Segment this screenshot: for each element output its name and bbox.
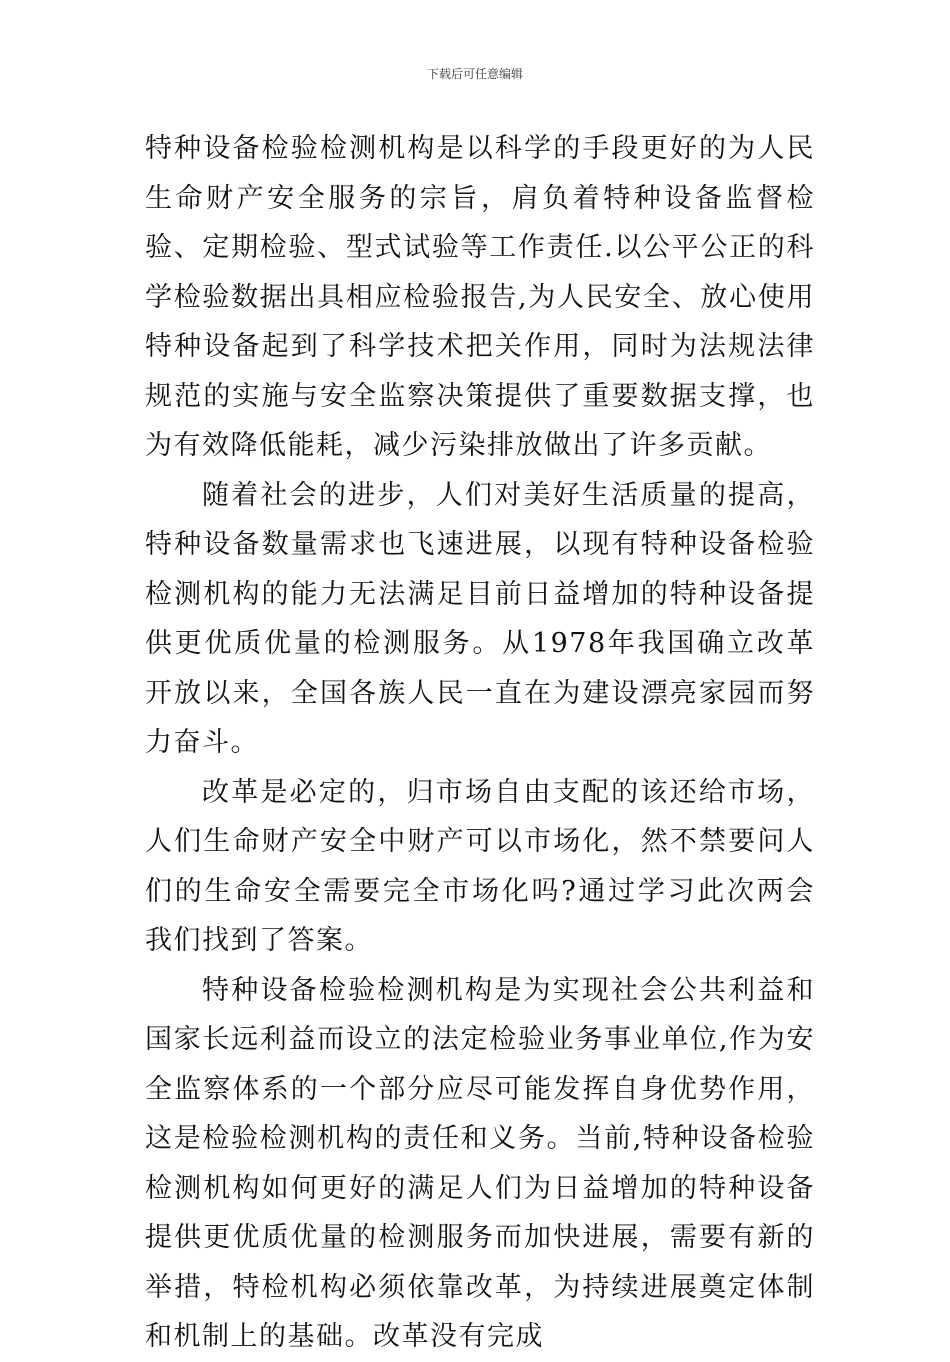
document-body: [145, 124, 815, 1362]
paragraph-3: 改革是必定的，归市场自由支配的该还给市场，人们生命财产安全中财产可以市场化，然不禁要问人们的生命安全需要完全市场化吗?通过学习此次两会我们找到了答案。: [145, 776, 815, 956]
page-header: 下载后可任意编辑: [426, 67, 523, 81]
paragraph-1: 特种设备检验检测机构是以科学的手段更好的为人民生命财产安全服务的宗旨，肩负着特种设备监督检验、定期检验、型式试验等工作责任.以公平公正的科学检验数据出具相应检验报告,为人民安全、放心使用特种设备起到了科学技术把关作用，同时为法规法律规范的实施与安全监察决策提供了重要数据支撑，也为有效降低能耗，减少污染排放做出了许多贡献。: [145, 133, 815, 461]
paragraph-2: 随着社会的进步，人们对美好生活质量的提高，特种设备数量需求也飞速进展，以现有特种设备检验检测机构的能力无法满足目前日益增加的特种设备提供更优质优量的检测服务。从1978年我国确立改革开放以来，全国各族人民一直在为建设漂亮家园而努力奋斗。: [145, 479, 815, 758]
paragraph-4: 特种设备检验检测机构是为实现社会公共利益和国家长远利益而设立的法定检验业务事业单位,作为安全监察体系的一个部分应尽可能发挥自身优势作用，这是检验检测机构的责任和义务。当前,特种设备检验检测机构如何更好的满足人们为日益增加的特种设备提供更优质优量的检测服务而加快进展，需要有新的举措，特检机构必须依靠改革，为持续进展奠定体制和机制上的基础。改革没有完成: [145, 974, 815, 1352]
